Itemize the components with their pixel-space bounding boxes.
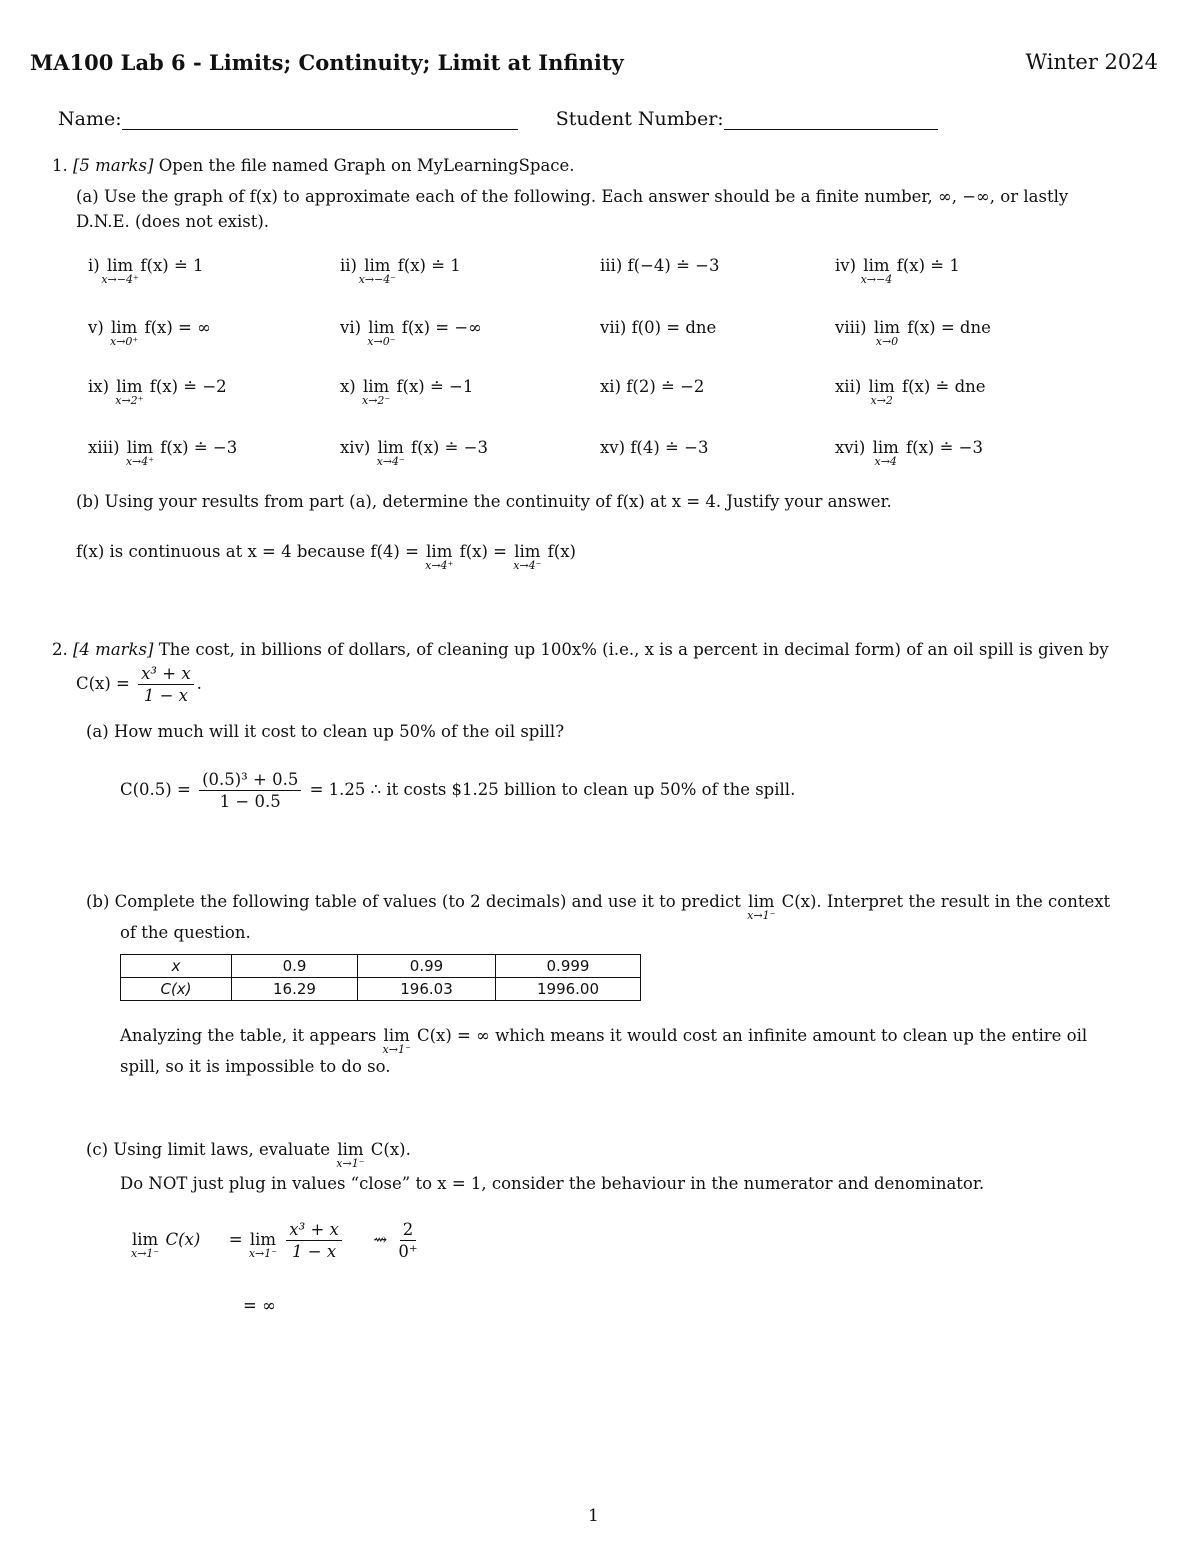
q1-item-label: xii) — [835, 377, 862, 396]
table-cell: x — [121, 955, 232, 978]
q2-number: 2. — [52, 640, 68, 659]
q1-item — [835, 438, 983, 468]
q1-item-label: viii) — [835, 318, 867, 337]
table-cell: 0.9 — [232, 955, 358, 978]
calc-eq: = — [228, 1230, 243, 1249]
q1-item — [88, 377, 227, 407]
q1-item — [835, 377, 986, 407]
q2-answer-a — [120, 770, 795, 811]
answer-a-lhs: C(0.5) = — [120, 780, 191, 799]
q1-item-label: vi) — [340, 318, 362, 337]
q1-item-expression: f(x) = ∞ — [144, 318, 211, 337]
q1-item-expression: f(4) ≐ −3 — [630, 438, 709, 457]
limit-operator: lim x→0⁻ — [367, 318, 396, 348]
q1-item — [340, 438, 488, 468]
q2-marks: [4 marks] — [73, 640, 154, 659]
table-cell: C(x) — [121, 978, 232, 1001]
limit-operator: lim x→−4⁺ — [101, 256, 139, 286]
q1-item-label: ix) — [88, 377, 110, 396]
formula-lhs: C(x) = — [76, 674, 130, 693]
q1-item-expression: f(x) = −∞ — [401, 318, 482, 337]
q2-part-a: (a) How much will it cost to clean up 50% of the oil spill? — [86, 722, 565, 741]
q2-formula: C(x) = $\frac{\text{x³ + x}}{1 - x}$ . — [76, 664, 202, 705]
limit-x-1-minus: lim x→1⁻ — [747, 892, 776, 922]
table-row — [121, 955, 641, 978]
q1-heading — [52, 156, 575, 175]
q1-item-expression: f(x) = dne — [907, 318, 991, 337]
student-number-blank — [724, 109, 938, 130]
answer-a-rhs: = 1.25 ∴ it costs $1.25 billion to clean up 50% of the spill. — [309, 780, 796, 799]
calc-lhs: C(x) — [165, 1230, 201, 1249]
q1-item-label: i) — [88, 256, 100, 275]
part-c-text-end: C(x). — [370, 1140, 411, 1159]
limit-operator: lim x→−4 — [860, 256, 893, 286]
limit-operator: lim x→2 — [868, 377, 895, 407]
name-blank — [122, 109, 518, 130]
limit-x-1-minus: lim x→1⁻ — [382, 1026, 411, 1056]
limit-operator: lim x→2⁺ — [115, 377, 144, 407]
q2-part-b-line1 — [86, 892, 1111, 922]
limit-operator: lim x→2⁻ — [361, 377, 391, 407]
q1-item — [88, 438, 238, 468]
table-cell: 196.03 — [358, 978, 496, 1001]
q1-answer-b — [76, 542, 576, 572]
answer-b-mid: f(x) = — [459, 542, 507, 561]
limit-x-1-minus: lim x→1⁻ — [336, 1140, 365, 1170]
limit-x-4-plus: lim x→4⁺ — [425, 542, 454, 572]
limit-operator: lim x→4⁺ — [125, 438, 155, 468]
analysis-text-post: C(x) = ∞ which means it would cost an infinite amount to clean up the entire oil — [417, 1026, 1088, 1045]
squiggle-arrow-icon: ⇝ — [373, 1230, 388, 1249]
q1-item — [600, 438, 708, 457]
q1-item-expression: f(x) ≐ −1 — [396, 377, 474, 396]
q1-item — [340, 377, 474, 407]
q1-item-expression: f(x) ≐ 1 — [397, 256, 461, 275]
q1-item-label: vii) — [600, 318, 627, 337]
q1-item — [835, 256, 960, 286]
q1-item-expression: f(−4) ≐ −3 — [627, 256, 720, 275]
limit-operator: lim x→0 — [873, 318, 901, 348]
calc-final: = ∞ — [243, 1296, 276, 1315]
q1-item — [340, 318, 482, 348]
q1-item-expression: f(2) ≐ −2 — [626, 377, 705, 396]
q1-intro: Open the file named Graph on MyLearningSpace. — [158, 156, 575, 175]
formula-fraction: $\frac{\text{x³ + x}}{1 - x}$ — [138, 664, 194, 705]
q1-item-expression: f(x) ≐ −3 — [906, 438, 983, 457]
page-number: 1 — [588, 1506, 599, 1526]
q1-item-label: ii) — [340, 256, 357, 275]
q1-item-label: xiii) — [88, 438, 120, 457]
q1-part-a-line2: D.N.E. (does not exist). — [76, 212, 270, 231]
part-b-text: (b) Complete the following table of values (to 2 decimals) and use it to predict — [86, 892, 741, 911]
q1-item-expression: f(x) ≐ −3 — [160, 438, 238, 457]
q1-item-expression: f(x) ≐ 1 — [896, 256, 960, 275]
q1-number: 1. — [52, 156, 68, 175]
q1-item — [88, 318, 211, 348]
calc-result-fraction: $\frac{2}{0^+}$ — [398, 1220, 418, 1261]
name-row — [58, 108, 938, 130]
q1-item — [835, 318, 991, 348]
student-number-label: Student Number: — [555, 108, 724, 130]
part-c-text: (c) Using limit laws, evaluate — [86, 1140, 331, 1159]
answer-b-text: f(x) is continuous at x = 4 because f(4) = — [76, 542, 419, 561]
table-row — [121, 978, 641, 1001]
q1-item-label: xvi) — [835, 438, 866, 457]
limit-operator: lim x→−4⁻ — [358, 256, 397, 286]
q1-item-expression: f(0) = dne — [631, 318, 717, 337]
limit-operator: lim x→4⁻ — [376, 438, 405, 468]
q1-item-expression: f(x) ≐ dne — [902, 377, 986, 396]
limit-x-1-minus: lim x→1⁻ — [130, 1230, 160, 1260]
calc-fraction: $\frac{\text{x³ + x}}{1 - x}$ — [286, 1220, 342, 1261]
q2-part-b-line2: of the question. — [120, 923, 251, 942]
q1-item-label: xiv) — [340, 438, 371, 457]
limit-operator: lim x→0⁺ — [110, 318, 139, 348]
analysis-text: Analyzing the table, it appears — [120, 1026, 377, 1045]
q1-part-a-line1: (a) Use the graph of f(x) to approximate each of the following. Each answer should be a finite number, ∞, −∞, or lastly — [76, 187, 1069, 206]
part-b-text-end: C(x). Interpret the result in the context — [781, 892, 1111, 911]
table-cell: 0.99 — [358, 955, 496, 978]
limit-x-1-minus: lim x→1⁻ — [248, 1230, 278, 1260]
q2-heading — [52, 640, 1109, 659]
calc-line1 — [130, 1220, 424, 1261]
limit-operator: lim x→4 — [872, 438, 899, 468]
q2-part-c-line2: Do NOT just plug in values “close” to x = 1, consider the behaviour in the numerator and denominator. — [120, 1174, 985, 1193]
answer-a-fraction: $\frac{\text{(0.5)³ + 0.5}}{1 - 0.5}$ — [199, 770, 301, 811]
q1-item-label: xi) — [600, 377, 622, 396]
document-title: MA100 Lab 6 - Limits; Continuity; Limit at Infinity — [30, 50, 624, 75]
table-cell: 0.999 — [496, 955, 641, 978]
q2-part-c — [86, 1140, 411, 1170]
q1-item-label: iii) — [600, 256, 623, 275]
q1-item — [600, 256, 719, 275]
q1-item-label: v) — [88, 318, 104, 337]
name-label: Name: — [58, 108, 122, 130]
limit-x-4-minus: lim x→4⁻ — [513, 542, 542, 572]
q1-item-label: iv) — [835, 256, 857, 275]
q1-item — [600, 318, 716, 337]
answer-b-end: f(x) — [547, 542, 576, 561]
q1-part-b: (b) Using your results from part (a), determine the continuity of f(x) at x = 4. Justify your answer. — [76, 492, 892, 511]
table-cell: 1996.00 — [496, 978, 641, 1001]
q1-marks: [5 marks] — [73, 156, 154, 175]
q1-item — [340, 256, 461, 286]
q1-item-label: x) — [340, 377, 356, 396]
analysis-line1 — [120, 1026, 1088, 1056]
q1-item — [88, 256, 204, 286]
q2-intro: The cost, in billions of dollars, of cleaning up 100x% (i.e., x is a percent in decimal form) of an oil spill is given by — [158, 640, 1109, 659]
values-table — [120, 954, 641, 1001]
analysis-line2: spill, so it is impossible to do so. — [120, 1057, 391, 1076]
q1-item-expression: f(x) ≐ 1 — [140, 256, 204, 275]
q1-item-expression: f(x) ≐ −2 — [149, 377, 227, 396]
term-label: Winter 2024 — [1025, 50, 1158, 74]
q1-item-expression: f(x) ≐ −3 — [411, 438, 488, 457]
q1-item-label: xv) — [600, 438, 626, 457]
table-cell: 16.29 — [232, 978, 358, 1001]
q1-item — [600, 377, 704, 396]
